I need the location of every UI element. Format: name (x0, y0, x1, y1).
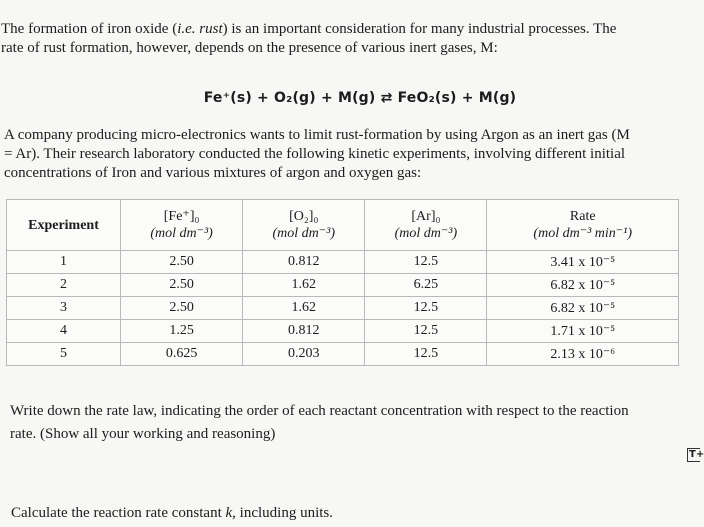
cell-o2: 0.203 (243, 343, 365, 366)
cell-fe: 2.50 (121, 251, 243, 274)
cell-ar: 12.5 (365, 343, 487, 366)
cell-ar: 12.5 (365, 297, 487, 320)
table-header-row (7, 200, 679, 251)
intro-ie-rust: i.e. rust (177, 21, 223, 37)
description-line-2: = Ar). Their research laboratory conducted the following kinetic experiments, involving different initial (4, 146, 626, 162)
cell-rate: 6.82 x 10⁻⁵ (487, 274, 679, 297)
cell-o2: 1.62 (243, 274, 365, 297)
cell-fe: 2.50 (121, 297, 243, 320)
intro-line-2: rate of rust formation, however, depends on the presence of various inert gases, M: (1, 40, 498, 56)
cell-experiment: 5 (7, 343, 121, 366)
cell-experiment: 4 (7, 320, 121, 343)
description-paragraph (4, 126, 630, 183)
reaction-equation: Fe⁺(s) + O₂(g) + M(g) ⇄ FeO₂(s) + M(g) (203, 90, 517, 106)
cell-o2: 0.812 (243, 251, 365, 274)
question-rate-law (10, 400, 629, 446)
description-line-3: concentrations of Iron and various mixtures of argon and oxygen gas: (4, 165, 422, 181)
header-fe-concentration: [Fe⁺]₀ (mol dm⁻³) (121, 200, 243, 251)
cell-rate: 3.41 x 10⁻⁵ (487, 251, 679, 274)
question-rate-law-line-1: Write down the rate law, indicating the order of each reactant concentration with respect to the reaction (10, 403, 629, 419)
cell-o2: 1.62 (243, 297, 365, 320)
header-rate: Rate (mol dm⁻³ min⁻¹) (487, 200, 679, 251)
intro-paragraph (1, 20, 616, 58)
table-row (7, 274, 679, 297)
table-row (7, 343, 679, 366)
cell-fe: 1.25 (121, 320, 243, 343)
header-experiment: Experiment (7, 200, 121, 251)
cell-experiment: 1 (7, 251, 121, 274)
question-rate-constant: Calculate the reaction rate constant k, including units. (11, 505, 333, 521)
kinetics-table (6, 199, 679, 366)
cell-rate: 6.82 x 10⁻⁵ (487, 297, 679, 320)
cell-ar: 6.25 (365, 274, 487, 297)
cell-rate: 1.71 x 10⁻⁵ (487, 320, 679, 343)
text-editor-icon[interactable]: T+ (689, 449, 704, 460)
intro-line-1: The formation of iron oxide (i.e. rust) is an important consideration for many industrial processes. The (1, 21, 617, 37)
cell-ar: 12.5 (365, 251, 487, 274)
cell-experiment: 2 (7, 274, 121, 297)
cell-ar: 12.5 (365, 320, 487, 343)
table-row (7, 251, 679, 274)
question-rate-law-line-2: rate. (Show all your working and reasoning) (10, 426, 276, 442)
cell-o2: 0.812 (243, 320, 365, 343)
cell-experiment: 3 (7, 297, 121, 320)
table-row (7, 297, 679, 320)
header-ar-concentration: [Ar]₀ (mol dm⁻³) (365, 200, 487, 251)
header-o2-concentration: [O₂]₀ (mol dm⁻³) (243, 200, 365, 251)
cell-rate: 2.13 x 10⁻⁶ (487, 343, 679, 366)
table-row (7, 320, 679, 343)
cell-fe: 0.625 (121, 343, 243, 366)
rate-constant-k: k (225, 505, 233, 521)
description-line-1: A company producing micro-electronics wants to limit rust-formation by using Argon as an inert gas (M (4, 127, 630, 143)
cell-fe: 2.50 (121, 274, 243, 297)
